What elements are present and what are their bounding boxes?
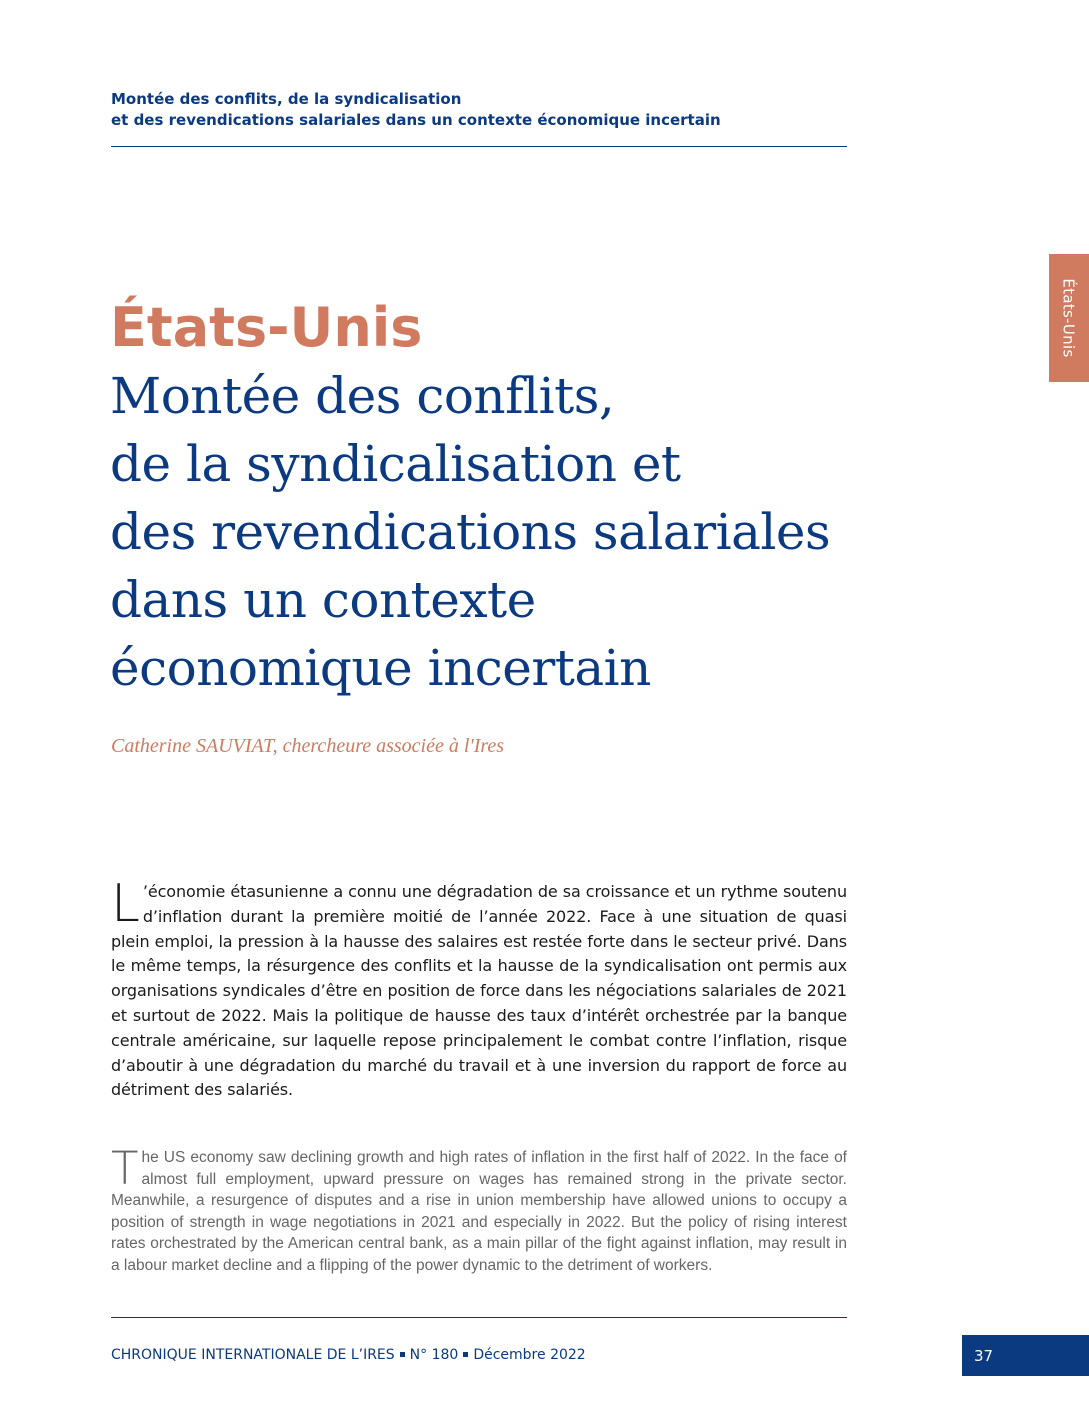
footer-journal: CHRONIQUE INTERNATIONALE DE L’IRES xyxy=(111,1347,395,1363)
article-title-line: dans un contexte xyxy=(110,571,536,629)
article-title-line: de la syndicalisation et xyxy=(110,435,681,493)
page-number: 37 xyxy=(974,1346,994,1365)
abstract-french-text: ’économie étasunienne a connu une dégradation de sa croissance et un rythme soutenu d’inflation durant la première moitié de l’année 2022. Face à une situation de quasi plein emploi, la pression à la hausse des salaires est restée forte dans le secteur privé. Dans le même temps, la résurgence des conflits et la hausse de la syndicalisation ont permis aux organisations syndicales d’être en position de force dans les négociations salariales de 2021 et surtout de 2022. Mais la politique de hausse des taux d’intérêt orchestrée par la banque centrale américaine, sur laquelle repose principalement le combat contre l’inflation, risque d’aboutir à une dégradation du marché du travail et à une inversion du rapport de force au détriment des salariés. xyxy=(111,882,847,1100)
abstract-english-dropcap: T xyxy=(111,1142,139,1195)
header-divider xyxy=(111,146,847,147)
abstract-french xyxy=(111,874,847,1103)
article-title xyxy=(110,362,870,702)
section-side-tab xyxy=(1049,254,1089,382)
section-side-tab-label: États-Unis xyxy=(1060,278,1079,358)
article-title-line: économique incertain xyxy=(110,639,651,697)
article-title-line: Montée des conflits, xyxy=(110,367,615,425)
abstract-english-text: he US economy saw declining growth and high rates of inflation in the first half of 2022. In the face of almost full employment, upward pressure on wages has remained strong in the private sector. Meanwhile, a resurgence of disputes and a rise in union membership have allowed unions to occupy a position of strength in wage negotiations in 2021 and especially in 2022. But the policy of rising interest rates orchestrated by the American central bank, as a main pillar of the fight against inflation, may result in a labour market decline and a flipping of the power dynamic to the detriment of workers. xyxy=(111,1149,847,1274)
footer-issue: N° 180 xyxy=(409,1347,459,1363)
page-number-box xyxy=(962,1335,1089,1376)
article-country: États-Unis xyxy=(110,296,423,359)
article-author: Catherine SAUVIAT, chercheure associée à l'Ires xyxy=(111,735,505,757)
footer-separator-icon xyxy=(463,1352,468,1357)
page-footer xyxy=(111,1346,586,1364)
footer-divider xyxy=(111,1317,847,1318)
abstract-english xyxy=(111,1142,847,1276)
running-head-line-2: et des revendications salariales dans un contexte économique incertain xyxy=(111,111,721,129)
footer-date: Décembre 2022 xyxy=(473,1347,586,1363)
running-head-line-1: Montée des conflits, de la syndicalisation xyxy=(111,90,462,108)
abstract-french-dropcap: L xyxy=(111,874,140,934)
running-head xyxy=(111,89,847,131)
article-title-line: des revendications salariales xyxy=(110,503,831,561)
footer-separator-icon xyxy=(400,1352,405,1357)
